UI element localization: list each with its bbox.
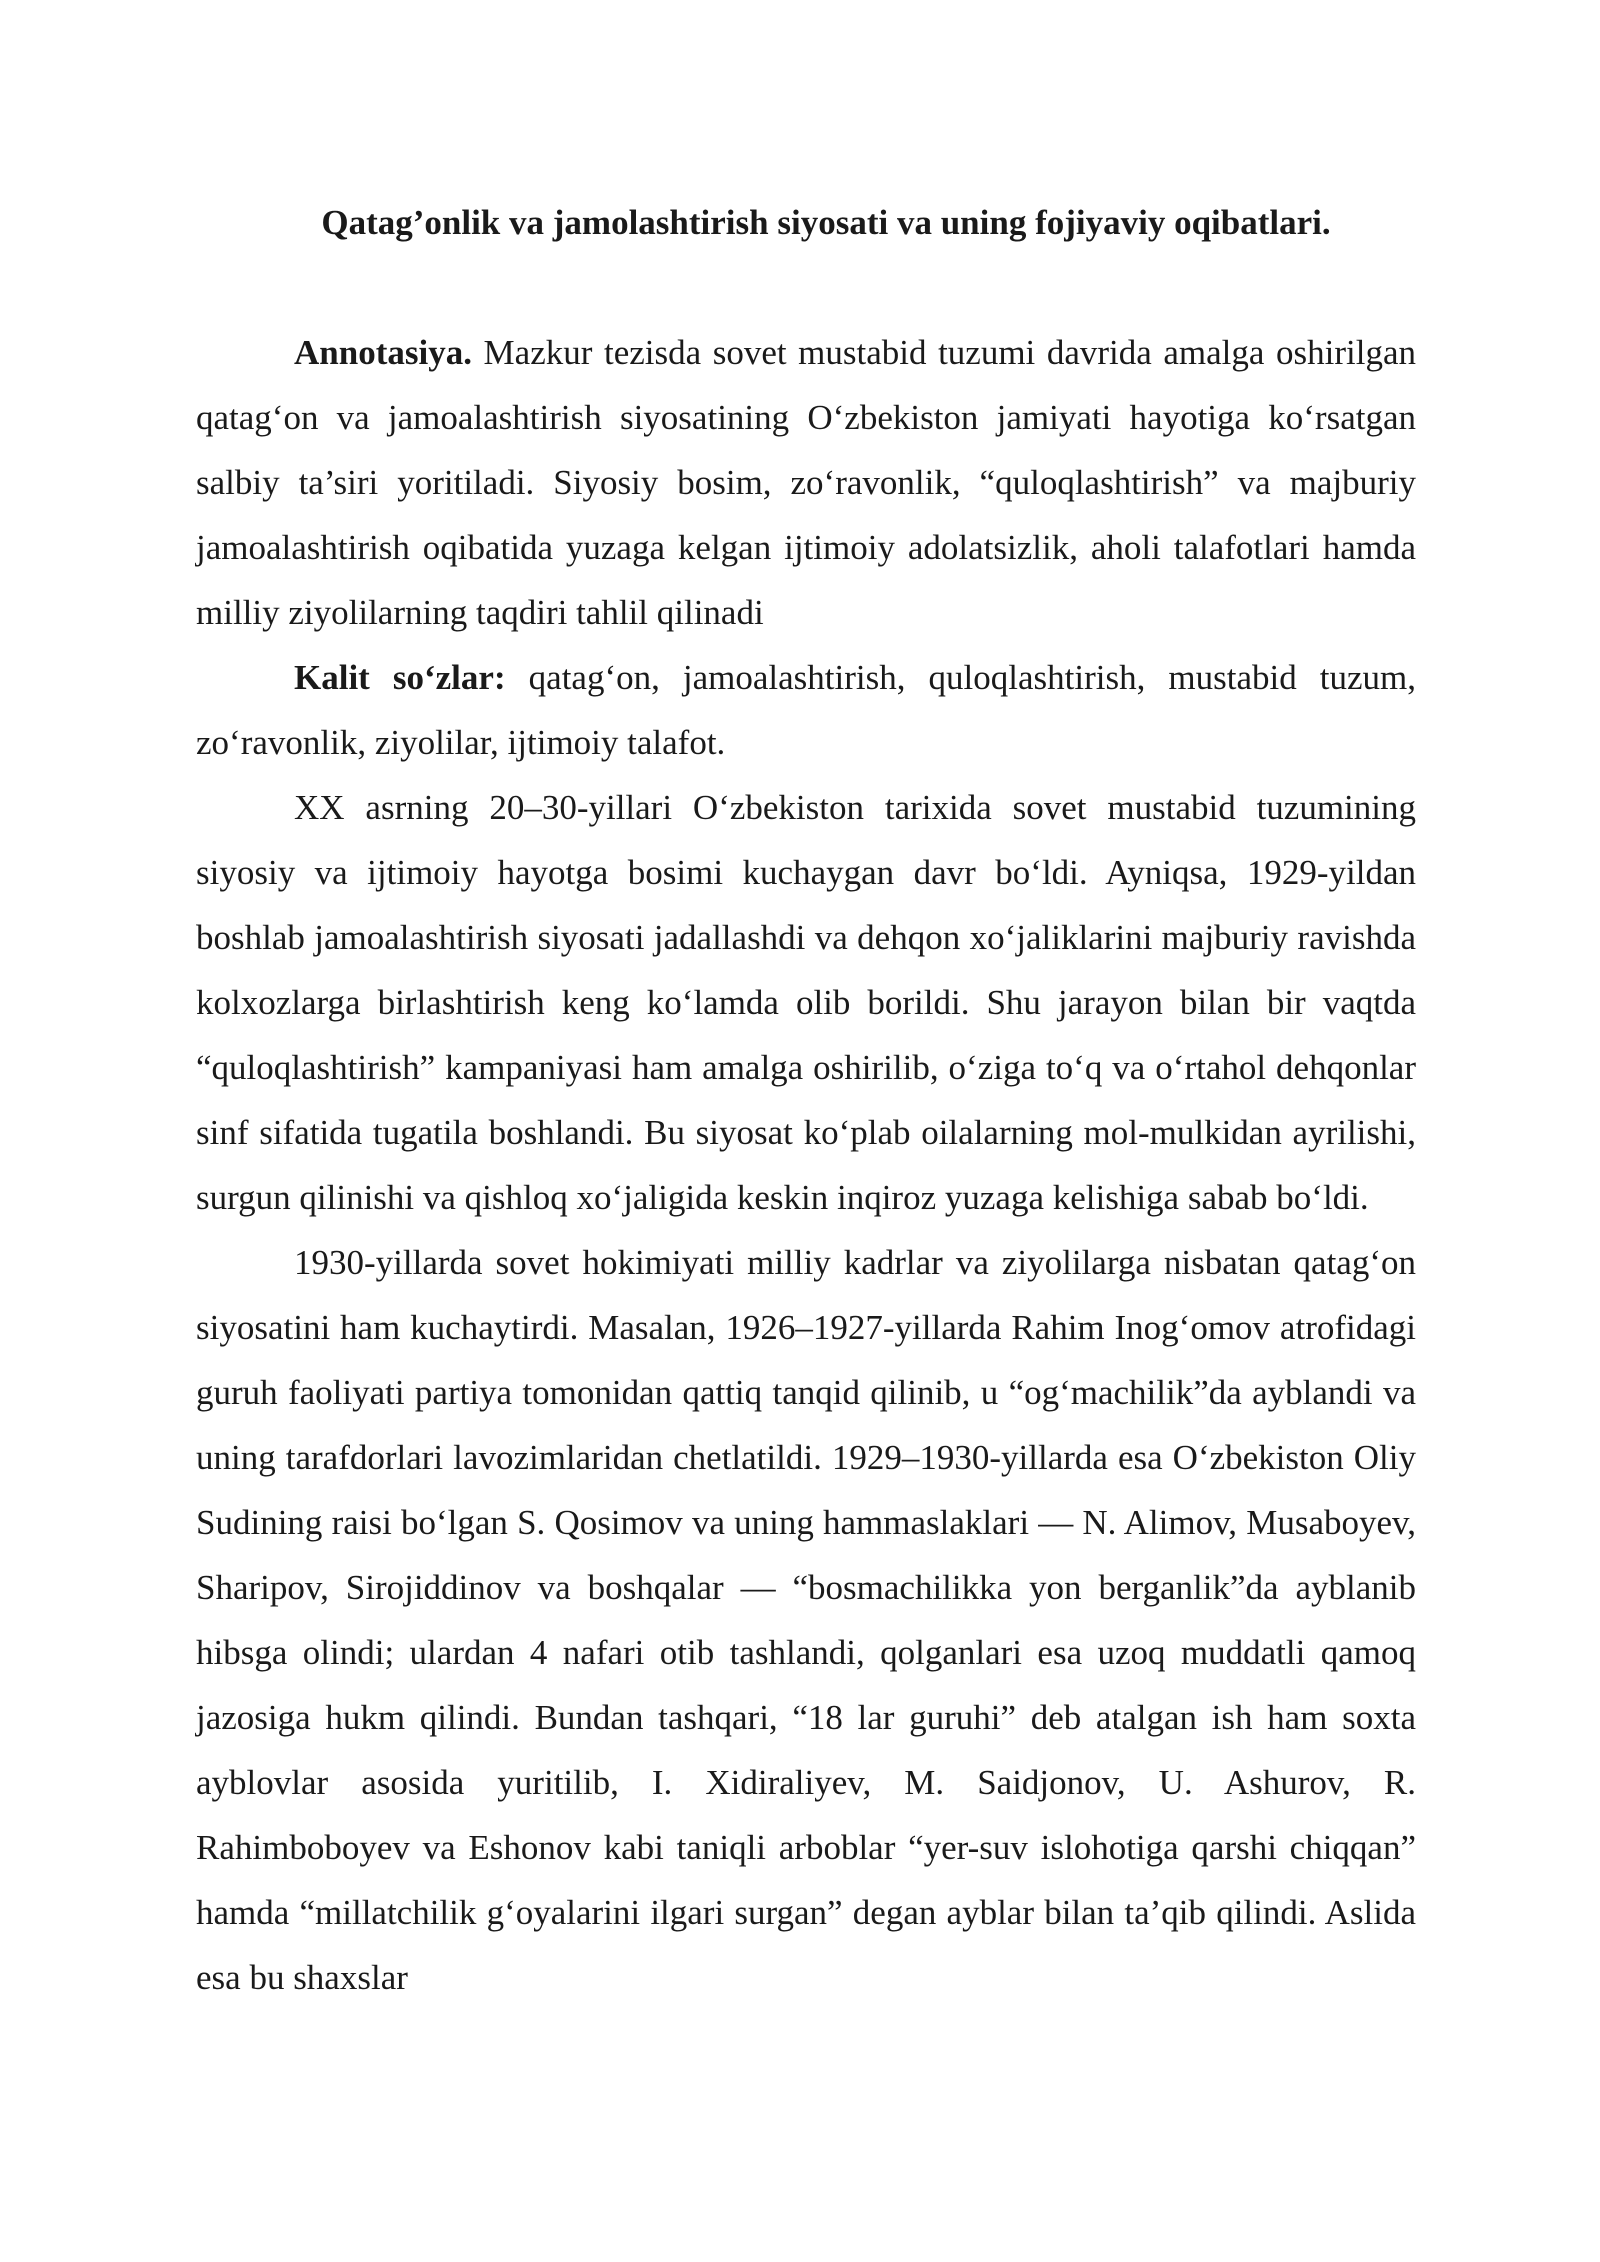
- keywords-text: qatag‘on, jamoalashtirish, quloqlashtirish, mustabid tuzum, zo‘ravonlik, ziyolilar, ijtimoiy talafot.: [196, 658, 1416, 762]
- keywords-label: Kalit so‘zlar:: [294, 658, 506, 697]
- body-paragraph-1: XX asrning 20–30-yillari O‘zbekiston tarixida sovet mustabid tuzumining siyosiy va ijtimoiy hayotga bosimi kuchaygan davr bo‘ldi. Ayniqsa, 1929-yildan boshlab jamoalashtirish siyosati jadallashdi va dehqon xo‘jaliklarini majburiy ravishda kolxozlarga birlashtirish keng ko‘lamda olib borildi. Shu jarayon bilan bir vaqtda “quloqlashtirish” kampaniyasi ham amalga oshirilib, o‘ziga to‘q va o‘rtahol dehqonlar sinf sifatida tugatila boshlandi. Bu siyosat ko‘plab oilalarning mol-mulkidan ayrilishi, surgun qilinishi va qishloq xo‘jaligida keskin inqiroz yuzaga kelishiga sabab bo‘ldi.: [196, 788, 1416, 1217]
- annotation-paragraph: [196, 320, 1416, 645]
- document-body: [196, 190, 1416, 2010]
- annotation-label: Annotasiya.: [294, 333, 472, 372]
- keywords-paragraph: [196, 645, 1416, 775]
- annotation-text: Mazkur tezisda sovet mustabid tuzumi davrida amalga oshirilgan qatag‘on va jamoalashtirish siyosatining O‘zbekiston jamiyati hayotiga ko‘rsatgan salbiy ta’siri yoritiladi. Siyosiy bosim, zo‘ravonlik, “quloqlashtirish” va majburiy jamoalashtirish oqibatida yuzaga kelgan ijtimoiy adolatsizlik, aholi talafotlari hamda milliy ziyolilarning taqdiri tahlil qilinadi: [196, 333, 1416, 632]
- document-title: Qatag’onlik va jamolashtirish siyosati va uning fojiyaviy oqibatlari.: [321, 203, 1331, 242]
- body-paragraph-2: 1930-yillarda sovet hokimiyati milliy kadrlar va ziyolilarga nisbatan qatag‘on siyosatini ham kuchaytirdi. Masalan, 1926–1927-yillarda Rahim Inog‘omov atrofidagi guruh faoliyati partiya tomonidan qattiq tanqid qilinib, u “og‘machilik”da ayblandi va uning tarafdorlari lavozimlaridan chetlatildi. 1929–1930-yillarda esa O‘zbekiston Oliy Sudining raisi bo‘lgan S. Qosimov va uning hammaslaklari — N. Alimov, Musaboyev, Sharipov, Sirojiddinov va boshqalar — “bosmachilikka yon berganlik”da ayblanib hibsga olindi; ulardan 4 nafari otib tashlandi, qolganlari esa uzoq muddatli qamoq jazosiga hukm qilindi. Bundan tashqari, “18 lar guruhi” deb atalgan ish ham soxta ayblovlar asosida yuritilib, I. Xidiraliyev, M. Saidjonov, U. Ashurov, R. Rahimboboyev va Eshonov kabi taniqli arboblar “yer-suv islohotiga qarshi chiqqan” hamda “millatchilik g‘oyalarini ilgari surgan” degan ayblar bilan ta’qib qilindi. Aslida esa bu shaxslar: [196, 1243, 1416, 1997]
